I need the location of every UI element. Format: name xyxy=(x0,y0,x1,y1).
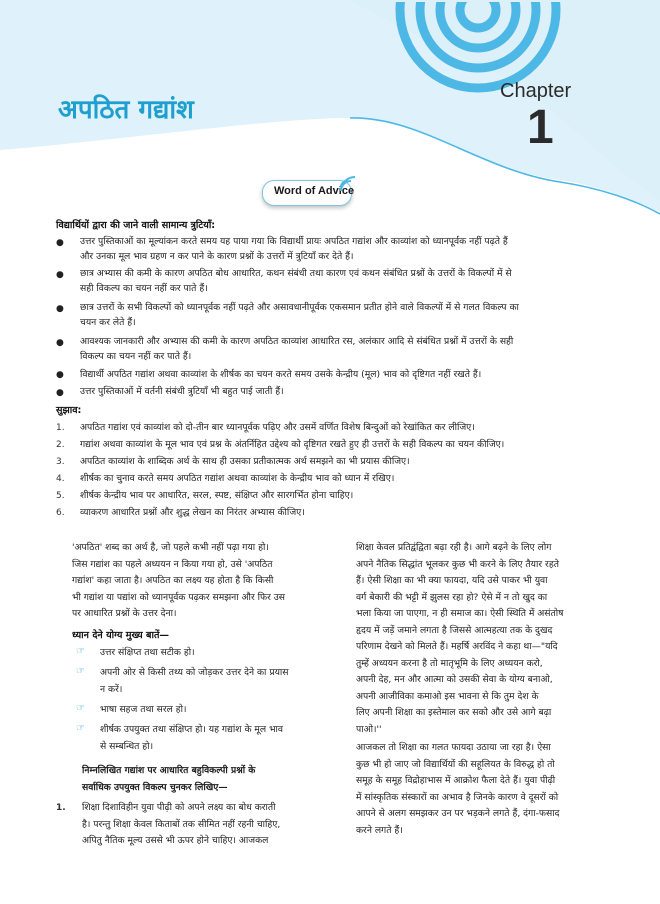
suggestions-heading: सुझाव: xyxy=(56,405,82,416)
point-item: शीर्षक उपयुक्त तथा संक्षिप्त हो। यह गद्यांश के मूल भाव से सम्बन्धित हो। xyxy=(100,724,284,752)
error-item-line: उत्तर पुस्तिकाओं का मूल्यांकन करते समय यह पाया गया कि विद्यार्थी प्रायः अपठित गद्यांश और काव्यांश को ध्यानपूर्वक नहीं पढ़ते हैं xyxy=(80,236,508,247)
signal-wave-icon xyxy=(338,176,358,194)
word-of-advice-label: Word of Advice xyxy=(274,185,355,197)
passage-second-paragraph: आजकल तो शिक्षा का गलत फायदा उठाया जा रहा है। ऐसा कुछ भी हो जाए जो विद्यार्थियों की सहूलियत के विरुद्ध हो तो समूह के समूह विद्रोहाभास में आक्रोश फैला देते हैं। युवा पीढ़ी में सांस्कृतिक संस्कारों का अभाव है जिनके कारण वे दूसरों को आपने से अलग समझकर उन पर भड़कने लगते हैं, दंगा-फसाद करने लगते हैं। xyxy=(356,742,560,836)
suggestion-number: 6. xyxy=(56,508,65,518)
bullet-icon: ● xyxy=(56,238,64,248)
pointing-hand-icon: ☞ xyxy=(76,723,85,734)
bullet-icon: ● xyxy=(56,370,64,380)
bullet-icon: ● xyxy=(56,388,64,398)
error-item-line: आवश्यक जानकारी और अभ्यास की कमी के कारण अपठित काव्यांश आधारित रस, अलंकार आदि से संबंधित प्रश्नों में उत्तरों के सही xyxy=(80,336,514,347)
bullet-icon: ● xyxy=(56,270,64,280)
suggestion-text: शीर्षक का चुनाव करते समय अपठित गद्यांश अथवा काव्यांश के केन्द्रीय भाव को ध्यान में रखिए। xyxy=(80,473,395,484)
chapter-label: Chapter xyxy=(500,80,572,102)
error-item-line: और उनका मूल भाव ग्रहण न कर पाने के कारण प्रश्नों के उत्तरों में त्रुटियाँ कर देते हैं। xyxy=(80,251,354,262)
bullet-icon: ● xyxy=(56,304,64,314)
points-heading: ध्यान देने योग्य मुख्य बातें— xyxy=(72,630,170,641)
suggestion-number: 5. xyxy=(56,491,65,501)
intro-paragraph: 'अपठित' शब्द का अर्थ है, जो पहले कभी नहीं पढ़ा गया हो। जिस गद्यांश का पहले अध्ययन न किया गया हो, उसे 'अपठित गद्यांश' कहा जाता है। अपठित का लक्ष्य यह होता है कि किसी भी गद्यांश या पद्यांश को ध्यानपूर्वक पढ़कर समझना और फिर उस पर आधारित प्रश्नों के उत्तर देना। xyxy=(72,542,286,619)
error-item-line: विद्यार्थी अपठित गद्यांश अथवा काव्यांश के शीर्षक का चयन करते समय उसके केन्द्रीय (मूल) भाव को दृष्टिगत नहीं रखते हैं। xyxy=(80,369,482,380)
error-item-line: सही विकल्प का चयन नहीं कर पाते हैं। xyxy=(80,283,208,294)
suggestion-text: गद्यांश अथवा काव्यांश के मूल भाव एवं प्रश्न के अंतर्निहित उद्देश्य को दृष्टिगत रखते हुए ही उत्तरों के सही विकल्प का चयन कीजिए। xyxy=(80,439,505,450)
chapter-number: 1 xyxy=(527,101,554,154)
passage-continued-paragraph: शिक्षा केवल प्रतिद्वंद्विता बढ़ा रही है। आगे बढ़ने के लिए लोग अपने नैतिक सिद्धांत भूलकर कुछ भी करने के लिए तैयार रहते हैं। ऐसी शिक्षा का भी क्या फायदा, यदि उसे पाकर भी युवा वर्ग बेकारी की भट्टी में झुलस रहा हो? ऐसे में न तो खुद का भला किया जा पाएगा, न ही समाज का। ऐसी स्थिति में असंतोष हृदय में जड़ें जमाने लगता है जिससे आत्महत्या तक के दुखद परिणाम देखने को मिलते हैं। महर्षि अरविंद ने कहा था—"यदि तुम्हें अध्ययन करना है तो मातृभूमि के लिए अध्ययन करो, अपनी देह, मन और आत्मा को उसकी सेवा के योग्य बनाओ, अपनी आजीविका कमाओ इस भावना से कि तुम देश के लिए अपनी शिक्षा का इस्तेमाल कर सको और उसे आगे बढ़ा पाओ।'' xyxy=(356,542,564,735)
pointing-hand-icon: ☞ xyxy=(76,703,85,714)
error-item-line: छात्र अभ्यास की कमी के कारण अपठित बोध आधारित, कथन संबंधी तथा कारण एवं कथन संबंधित प्रश्नों के उत्तरों के विकल्पों में से xyxy=(80,268,512,279)
pointing-hand-icon: ☞ xyxy=(76,646,85,657)
suggestion-number: 4. xyxy=(56,474,65,484)
bullet-icon: ● xyxy=(56,338,64,348)
suggestion-text: शीर्षक केन्द्रीय भाव पर आधारित, सरल, स्पष्ट, संक्षिप्त और सारगर्भित होना चाहिए। xyxy=(80,490,354,501)
point-item: उत्तर संक्षिप्त तथा सटीक हो। xyxy=(100,647,195,658)
suggestion-number: 2. xyxy=(56,440,65,450)
passage-number: 1. xyxy=(56,803,66,813)
suggestion-text: व्याकरण आधारित प्रश्नों और शुद्ध लेखन का निरंतर अभ्यास कीजिए। xyxy=(80,507,305,518)
suggestion-number: 3. xyxy=(56,457,65,467)
point-item: भाषा सहज तथा सरल हो। xyxy=(100,704,187,715)
error-item-line: विकल्प का चयन नहीं कर पाते हैं। xyxy=(80,351,192,362)
question-instruction: निम्नलिखित गद्यांश पर आधारित बहुविकल्पी प्रश्नों के सर्वाधिक उपयुक्त विकल्प चुनकर लिखिए— xyxy=(82,765,256,793)
suggestion-text: अपठित काव्यांश के शाब्दिक अर्थ के साथ ही उसका प्रतीकात्मक अर्थ समझने का भी प्रयास कीजिए। xyxy=(80,456,410,467)
pointing-hand-icon: ☞ xyxy=(76,666,85,677)
error-item-line: उत्तर पुस्तिकाओं में वर्तनी संबंधी त्रुटियाँ भी बहुत पाई जाती हैं। xyxy=(80,386,284,397)
passage-text: शिक्षा दिशाविहीन युवा पीढ़ी को अपने लक्ष्य का बोध कराती है। परन्तु शिक्षा केवल किताबों तक सीमित नहीं रहनी चाहिए, अपितु नैतिक मूल्य उससे भी ऊपर होने चाहिए। आजकल xyxy=(82,802,281,846)
suggestion-text: अपठित गद्यांश एवं काव्यांश को दो-तीन बार ध्यानपूर्वक पढ़िए और उसमें वर्णित विशेष बिन्दुओं को रेखांकित कर लीजिए। xyxy=(80,422,475,433)
suggestion-number: 1. xyxy=(56,423,65,433)
error-item-line: चयन कर लेते हैं। xyxy=(80,317,136,328)
chapter-title: अपठित गद्यांश xyxy=(58,95,194,125)
errors-heading: विद्यार्थियों द्वारा की जाने वाली सामान्य त्रुटियाँ: xyxy=(56,220,216,231)
error-item-line: छात्र उत्तरों के सभी विकल्पों को ध्यानपूर्वक नहीं पढ़ते और असावधानीपूर्वक एकसमान प्रतीत होने वाले विकल्पों में से गलत विकल्प का xyxy=(80,302,519,313)
point-item: अपनी ओर से किसी तथ्य को जोड़कर उत्तर देने का प्रयास न करें। xyxy=(100,667,289,695)
